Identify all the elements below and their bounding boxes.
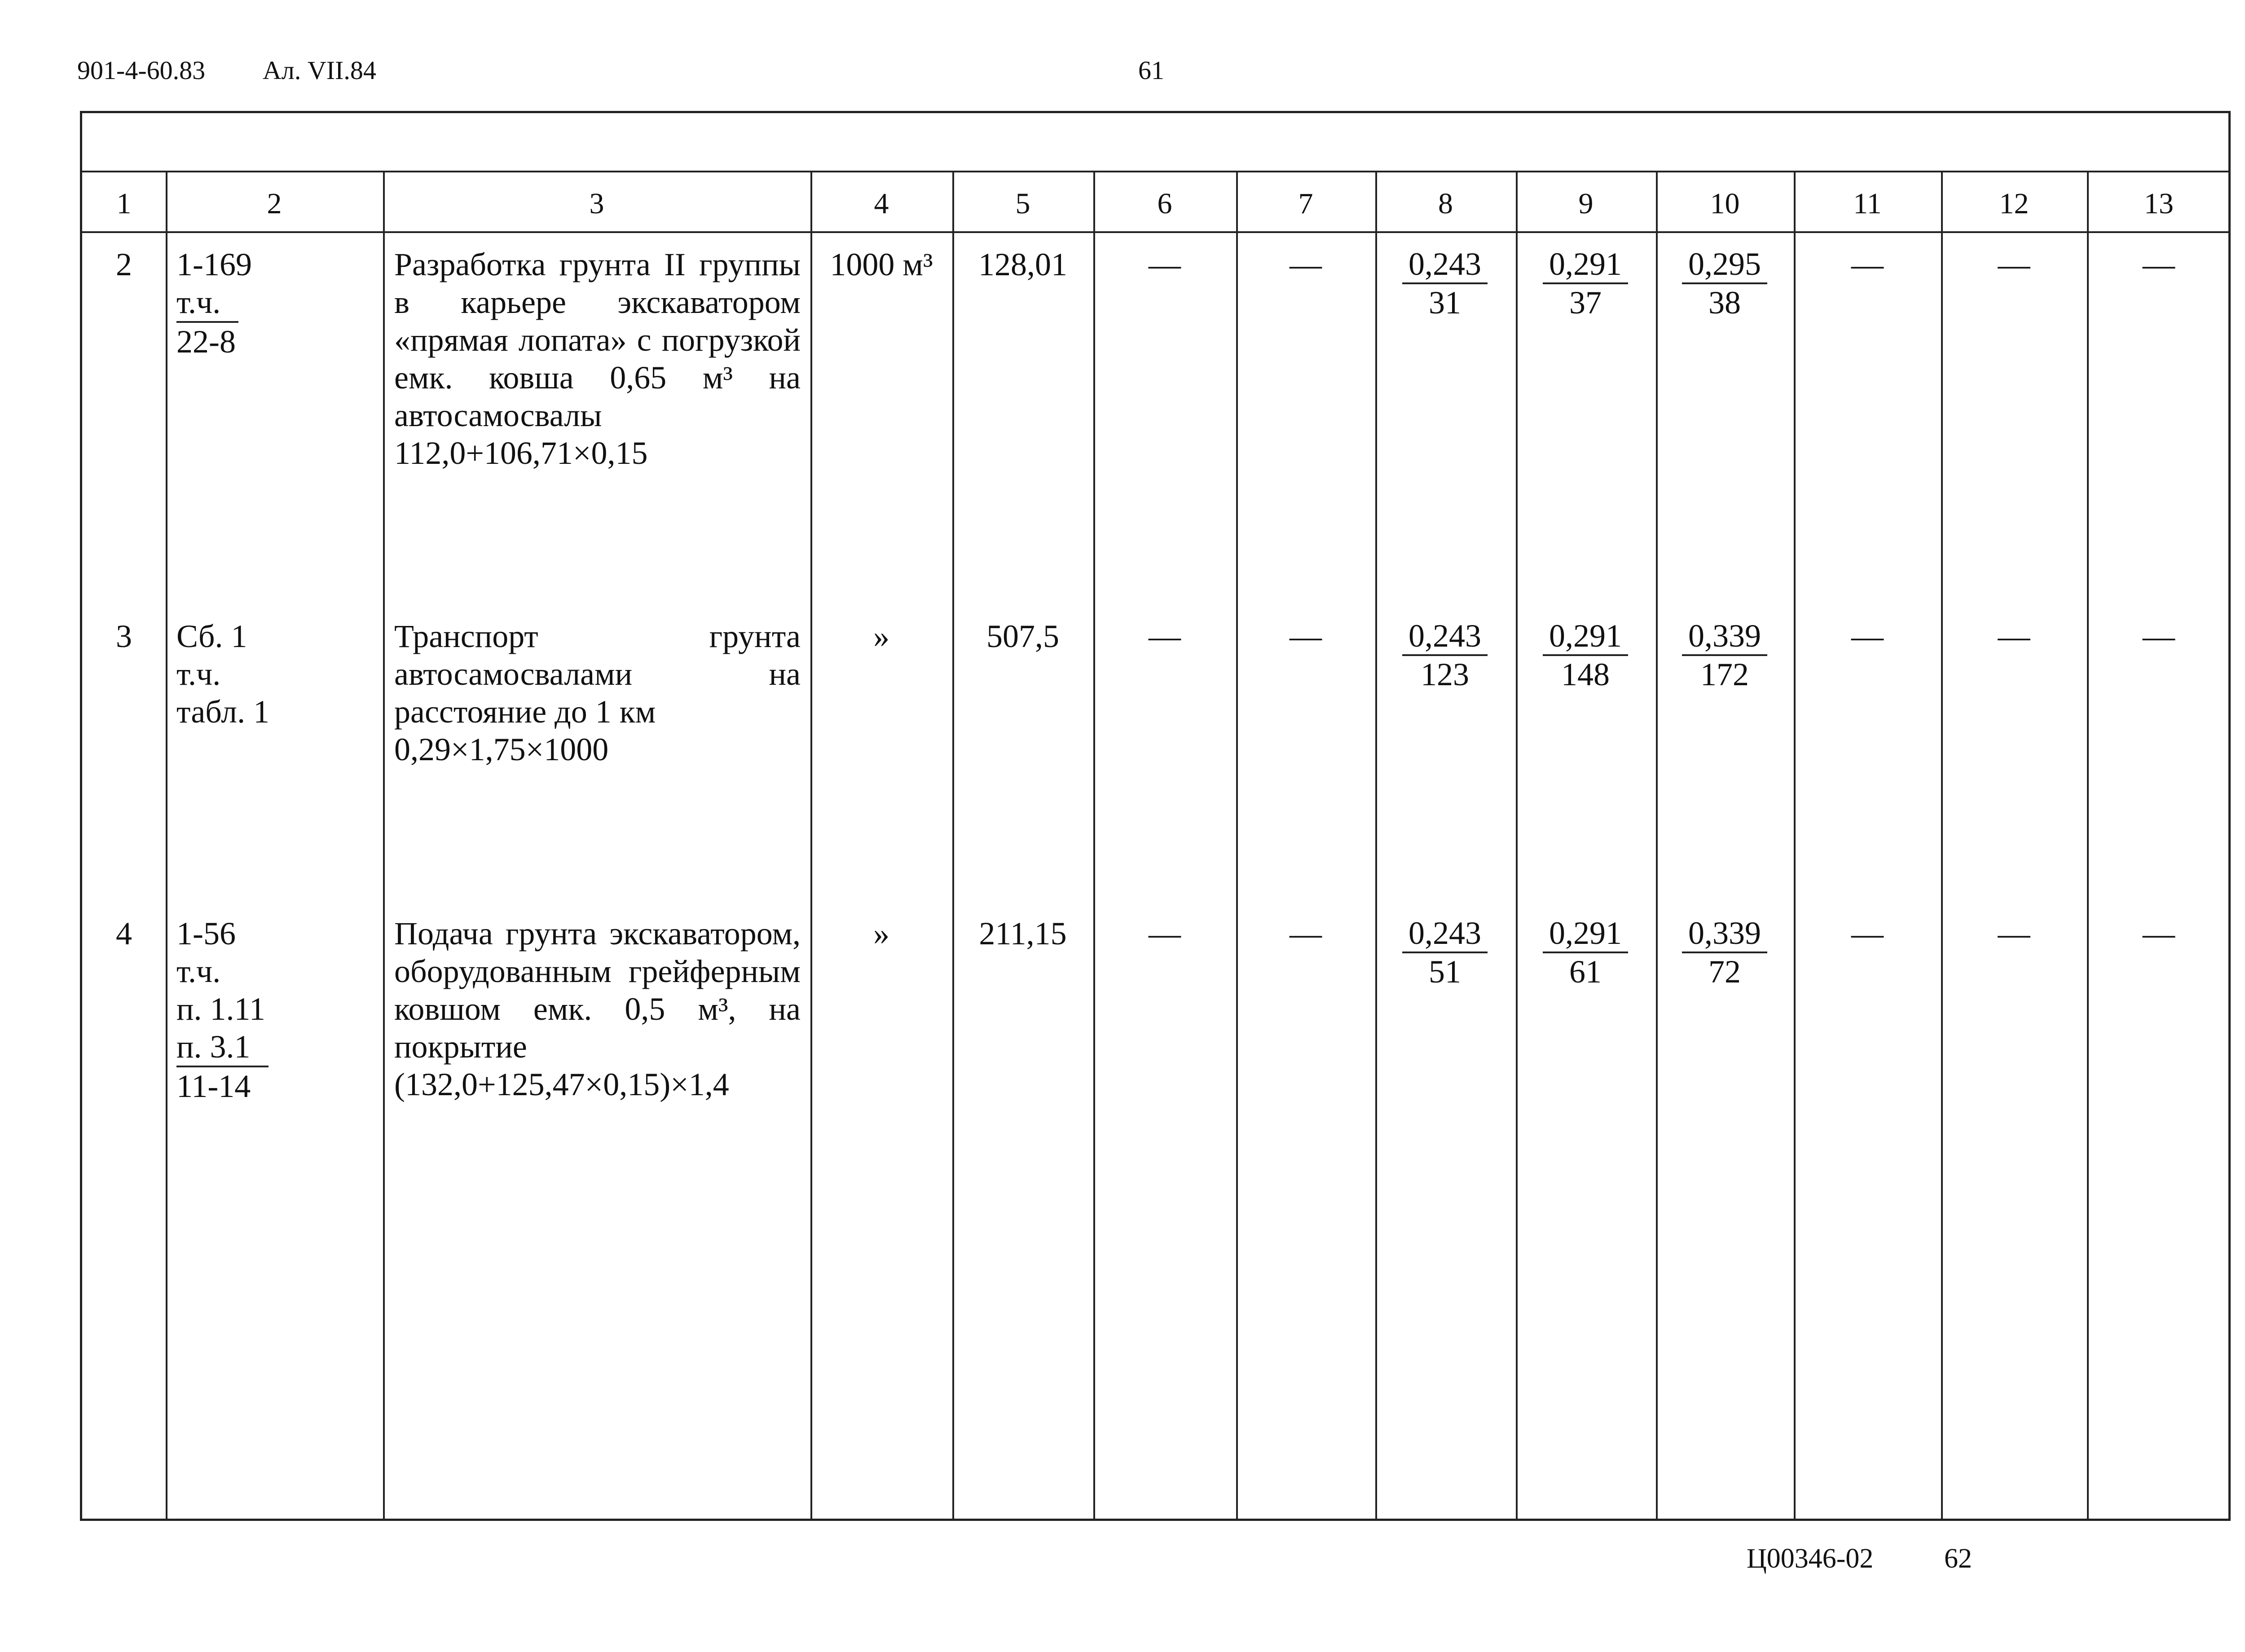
col11-value: — [1851, 247, 1884, 282]
col10-fraction [1682, 246, 1767, 321]
col-header: 5 [1015, 187, 1030, 220]
formula: 112,0+106,71×0,15 [394, 435, 648, 471]
footer-page: 62 [1944, 1543, 1972, 1574]
col-header: 13 [2144, 187, 2174, 220]
unit: » [873, 618, 889, 654]
header-row-bottom-line [82, 231, 2228, 233]
col6-value: — [1149, 618, 1181, 654]
col-header: 10 [1710, 187, 1740, 220]
col-divider [1093, 172, 1095, 1519]
fraction-numerator: 0,339 [1682, 915, 1767, 953]
col-divider [2087, 172, 2089, 1519]
fraction-numerator: 0,243 [1402, 246, 1488, 284]
col-header: 9 [1578, 187, 1594, 220]
fraction-numerator: 0,243 [1402, 617, 1488, 656]
fraction-numerator: 0,291 [1543, 915, 1628, 953]
col-divider [1516, 172, 1518, 1519]
description-text: Разработка грунта II группы в карьере экскаватором «прямая лопата» с погрузкой емк. ковша 0,65 м³ на автосамосвалы [394, 247, 801, 433]
quantity: 128,01 [978, 247, 1067, 282]
col9-fraction [1543, 915, 1628, 990]
formula: 0,29×1,75×1000 [394, 731, 609, 767]
fraction-numerator: 0,339 [1682, 617, 1767, 656]
row-number: 2 [116, 247, 132, 282]
col12-value: — [1998, 916, 2030, 952]
col12-value: — [1998, 247, 2030, 282]
col11-value: — [1851, 916, 1884, 952]
fraction-numerator: 0,291 [1543, 246, 1628, 284]
formula: (132,0+125,47×0,15)×1,4 [394, 1066, 729, 1102]
col-header: 1 [116, 187, 132, 220]
work-description [394, 915, 801, 1103]
ref-line: 1-169 [176, 247, 252, 282]
col13-value: — [2143, 247, 2175, 282]
footer-code: Ц00346-02 [1747, 1543, 1874, 1574]
fraction-denominator: 123 [1421, 656, 1469, 692]
col9-fraction [1543, 246, 1628, 321]
fraction-denominator: 37 [1569, 285, 1602, 321]
col-header: 12 [1999, 187, 2029, 220]
col-divider [166, 172, 167, 1519]
col7-value: — [1290, 247, 1322, 282]
description-text: Транспорт грунта автосамосвалами на расстояние до 1 км [394, 618, 801, 730]
page-number: 61 [1138, 56, 1164, 85]
col6-value: — [1149, 916, 1181, 952]
work-description [394, 617, 801, 768]
col-divider [810, 172, 812, 1519]
fraction-numerator: 0,291 [1543, 617, 1628, 656]
ref-line: 1-56 [176, 916, 236, 952]
ref-line: т.ч. [176, 283, 238, 323]
col12-value: — [1998, 618, 2030, 654]
col-divider [1236, 172, 1238, 1519]
col13-value: — [2143, 916, 2175, 952]
col-header: 2 [267, 187, 282, 220]
norm-reference [176, 246, 252, 361]
col8-fraction [1402, 246, 1488, 321]
col-divider [1375, 172, 1377, 1519]
col-divider [1941, 172, 1943, 1519]
col-divider [1656, 172, 1658, 1519]
col6-value: — [1149, 247, 1181, 282]
ref-line: п. 1.11 [176, 991, 265, 1027]
col-header: 7 [1298, 187, 1313, 220]
col-divider [952, 172, 954, 1519]
col-divider [383, 172, 385, 1519]
col7-value: — [1290, 916, 1322, 952]
col8-fraction [1402, 915, 1488, 990]
col8-fraction [1402, 617, 1488, 693]
ref-line: Сб. 1 [176, 618, 247, 654]
col-header: 8 [1438, 187, 1453, 220]
quantity: 211,15 [979, 916, 1067, 952]
col-header: 11 [1853, 187, 1882, 220]
col9-fraction [1543, 617, 1628, 693]
work-description [394, 246, 801, 472]
unit: 1000 м³ [830, 247, 933, 282]
fraction-denominator: 172 [1700, 656, 1749, 692]
row-number: 4 [116, 916, 132, 952]
ref-line: табл. 1 [176, 694, 270, 730]
norm-reference [176, 915, 269, 1105]
ref-line: п. 3.1 [176, 1028, 269, 1067]
description-text: Подача грунта экскаватором, оборудованным грейферным ковшом емк. 0,5 м³, на покрытие [394, 916, 801, 1065]
fraction-denominator: 31 [1429, 285, 1461, 321]
col-header: 6 [1157, 187, 1172, 220]
fraction-denominator: 148 [1561, 656, 1610, 692]
col-divider [1794, 172, 1796, 1519]
quantity: 507,5 [986, 618, 1059, 654]
col-header: 4 [874, 187, 889, 220]
fraction-denominator: 38 [1708, 285, 1741, 321]
fraction-denominator: 51 [1429, 954, 1461, 990]
album-number: Ал. VII.84 [263, 56, 376, 85]
col11-value: — [1851, 618, 1884, 654]
header-row-top-line [82, 171, 2228, 172]
unit: » [873, 916, 889, 952]
estimate-table [80, 111, 2231, 1521]
col13-value: — [2143, 618, 2175, 654]
row-number: 3 [116, 618, 132, 654]
ref-line: 22-8 [176, 324, 236, 360]
ref-line: 11-14 [176, 1068, 251, 1104]
col10-fraction [1682, 617, 1767, 693]
fraction-numerator: 0,295 [1682, 246, 1767, 284]
doc-code: 901-4-60.83 [77, 56, 206, 85]
ref-line: т.ч. [176, 953, 221, 989]
col10-fraction [1682, 915, 1767, 990]
fraction-numerator: 0,243 [1402, 915, 1488, 953]
fraction-denominator: 72 [1708, 954, 1741, 990]
fraction-denominator: 61 [1569, 954, 1602, 990]
col-header: 3 [589, 187, 604, 220]
norm-reference [176, 617, 269, 731]
col7-value: — [1290, 618, 1322, 654]
ref-line: т.ч. [176, 656, 221, 692]
